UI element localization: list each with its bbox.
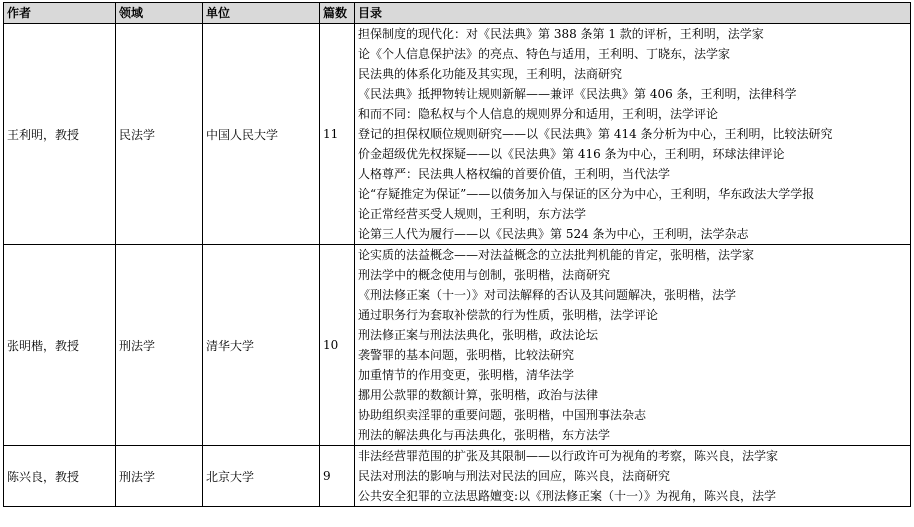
- header-field: 领域: [116, 3, 203, 24]
- catalog-entry: 通过职务行为套取补偿款的行为性质，张明楷，法学评论: [358, 308, 659, 322]
- count-cell: 11: [320, 24, 355, 245]
- unit-cell: 北京大学: [203, 446, 320, 507]
- catalog-entry: 论《个人信息保护法》的亮点、特色与适用，王利明、丁晓东，法学家: [358, 47, 731, 61]
- header-list: 目录: [355, 3, 911, 24]
- catalog-entry: 民法对刑法的影响与刑法对民法的回应，陈兴良，法商研究: [358, 469, 671, 483]
- table-row: [4, 24, 911, 245]
- header-count: 篇数: [320, 3, 355, 24]
- unit-cell: 清华大学: [203, 245, 320, 446]
- catalog-entry: 刑法学中的概念使用与创制，张明楷，法商研究: [358, 268, 611, 282]
- catalog-entry: 论实质的法益概念——对法益概念的立法批判机能的肯定，张明楷，法学家: [358, 248, 755, 262]
- table-row: [4, 245, 911, 446]
- table-body: [4, 24, 911, 507]
- catalog-entry: 刑法的解法典化与再法典化，张明楷，东方法学: [358, 428, 611, 442]
- table-row: [4, 446, 911, 507]
- author-cell: 陈兴良，教授: [4, 446, 116, 507]
- field-cell: 刑法学: [116, 446, 203, 507]
- catalog-entry: 刑法修正案与刑法法典化，张明楷，政法论坛: [358, 328, 599, 342]
- catalog-cell: [355, 24, 911, 245]
- catalog-entry: 公共安全犯罪的立法思路嬗变:以《刑法修正案（十一）》为视角，陈兴良，法学: [358, 489, 777, 503]
- catalog-entry: 论第三人代为履行——以《民法典》第 524 条为中心，王利明，法学杂志: [358, 227, 749, 241]
- catalog-entry: 人格尊严：民法典人格权编的首要价值，王利明，当代法学: [358, 167, 671, 181]
- catalog-entry: 价金超级优先权探疑——以《民法典》第 416 条为中心，王利明，环球法律评论: [358, 147, 785, 161]
- author-cell: 王利明，教授: [4, 24, 116, 245]
- header-unit: 单位: [203, 3, 320, 24]
- field-cell: 民法学: [116, 24, 203, 245]
- catalog-entry: 《刑法修正案（十一）》对司法解释的否认及其问题解决，张明楷，法学: [358, 288, 737, 302]
- catalog-entry: 登记的担保权顺位规则研究——以《民法典》第 414 条分析为中心，王利明，比较法研究: [358, 127, 833, 141]
- header-row: [4, 3, 911, 24]
- catalog-cell: [355, 446, 911, 507]
- catalog-entry: 袭警罪的基本问题，张明楷，比较法研究: [358, 348, 575, 362]
- field-cell: 刑法学: [116, 245, 203, 446]
- catalog-entry: 加重情节的作用变更，张明楷，清华法学: [358, 368, 575, 382]
- author-cell: 张明楷，教授: [4, 245, 116, 446]
- count-cell: 9: [320, 446, 355, 507]
- catalog-entry: 协助组织卖淫罪的重要问题，张明楷，中国刑事法杂志: [358, 408, 647, 422]
- catalog-entry: 挪用公款罪的数额计算，张明楷，政治与法律: [358, 388, 599, 402]
- catalog-cell: [355, 245, 911, 446]
- catalog-entry: 和而不同：隐私权与个人信息的规则界分和适用，王利明，法学评论: [358, 107, 719, 121]
- header-author: 作者: [4, 3, 116, 24]
- catalog-entry: 担保制度的现代化：对《民法典》第 388 条第 1 款的评析，王利明，法学家: [358, 27, 764, 41]
- author-publications-table: [3, 2, 911, 507]
- catalog-entry: 非法经营罪范围的扩张及其限制——以行政许可为视角的考察，陈兴良，法学家: [358, 449, 779, 463]
- catalog-entry: 论正常经营买受人规则，王利明，东方法学: [358, 207, 587, 221]
- unit-cell: 中国人民大学: [203, 24, 320, 245]
- catalog-entry: 民法典的体系化功能及其实现，王利明，法商研究: [358, 67, 623, 81]
- count-cell: 10: [320, 245, 355, 446]
- catalog-entry: 论“存疑推定为保证”——以债务加入与保证的区分为中心，王利明，华东政法大学学报: [358, 187, 815, 201]
- catalog-entry: 《民法典》抵押物转让规则新解——兼评《民法典》第 406 条，王利明，法律科学: [358, 87, 797, 101]
